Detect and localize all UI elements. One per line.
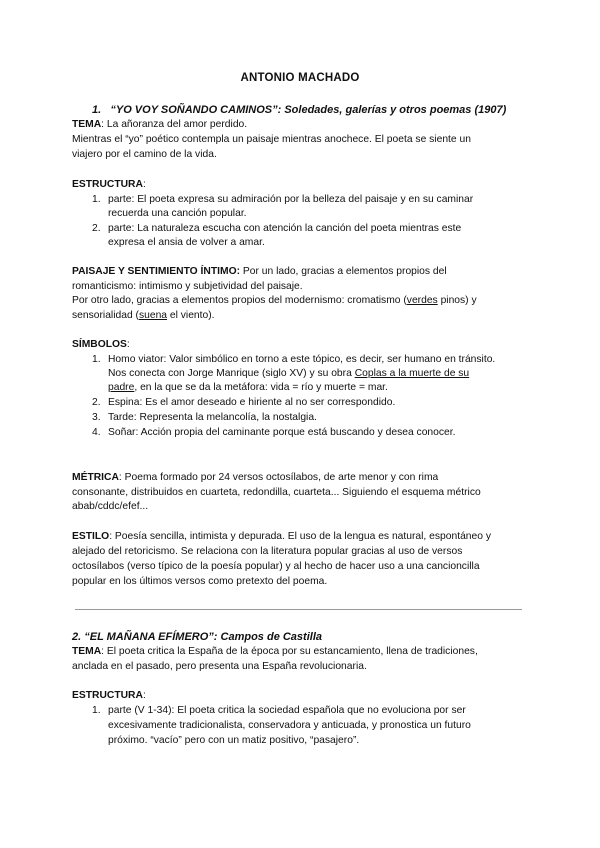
- estilo-line: ESTILO: Poesía sencilla, intimista y depurada. El uso de la lengua es natural, espontáneo y: [72, 531, 491, 542]
- paisaje-line: PAISAJE Y SENTIMIENTO ÍNTIMO: Por un lado, gracias a elementos propios del: [72, 266, 447, 277]
- list-number: 2.: [92, 223, 101, 234]
- tema-text: : La añoranza del amor perdido.: [101, 119, 248, 130]
- page-title: ANTONIO MACHADO: [240, 72, 360, 84]
- section2-tema: TEMA: El poeta critica la España de la época por su estancamiento, llena de tradiciones,: [72, 646, 478, 657]
- section1-number: 1.: [92, 104, 102, 116]
- list-number: 3.: [92, 412, 101, 423]
- tema-label: TEMA: [72, 119, 102, 130]
- estilo-line: alejado del retoricismo. Se relaciona con la literatura popular gracias al uso de versos: [72, 546, 463, 557]
- paisaje-line: sensorialidad (suena el viento).: [72, 310, 215, 321]
- list-item: parte (V 1-34): El poeta critica la sociedad española que no evoluciona por ser: [108, 705, 466, 716]
- list-number: 1.: [92, 194, 101, 205]
- intro-line: Mientras el “yo” poético contempla un paisaje mientras anochece. El poeta se siente un: [72, 134, 471, 145]
- paisaje-line: romanticismo: intimismo y subjetividad del paisaje.: [72, 281, 303, 292]
- section1-heading-quote: “YO VOY SOÑANDO CAMINOS”: [110, 104, 278, 116]
- underlined-word: verdes: [406, 295, 438, 306]
- list-item: excesivamente tradicionalista, conservadora y anticuada, y pronostica un futuro: [108, 720, 471, 731]
- list-item: expresa el ansia de volver a amar.: [108, 237, 265, 248]
- estilo-line: popular en los últimos versos como pretexto del poema.: [72, 576, 328, 587]
- list-item: Tarde: Representa la melancolía, la nostalgia.: [108, 412, 317, 423]
- list-item: Homo viator: Valor simbólico en torno a este tópico, es decir, ser humano en tránsito.: [108, 354, 496, 365]
- section2-heading: 2. “EL MAÑANA EFÍMERO”: Campos de Castilla: [72, 631, 322, 643]
- list-number: 1.: [92, 705, 101, 716]
- list-item: próximo. “vacío” pero con un matiz positivo, “pasajero”.: [108, 735, 360, 746]
- list-item: recuerda una canción popular.: [108, 208, 247, 219]
- paisaje-line: Por otro lado, gracias a elementos propios del modernismo: cromatismo (verdes pinos) y: [72, 295, 477, 306]
- book-link[interactable]: padre: [108, 382, 135, 393]
- list-number: 4.: [92, 427, 101, 438]
- metrica-line: abab/cddc/efef...: [72, 501, 149, 512]
- metrica-label: MÉTRICA: [72, 472, 119, 483]
- list-item: parte: La naturaleza escucha con atención la canción del poeta mientras este: [108, 223, 462, 234]
- estilo-line: octosílabos (verso típico de la poesía popular) y al hecho de hacer uso a una cancioncilla: [72, 561, 480, 572]
- intro-line: viajero por el camino de la vida.: [72, 149, 217, 160]
- list-number: 1.: [92, 354, 101, 365]
- list-item: padre, en la que se da la metáfora: vida = río y muerte = mar.: [108, 382, 388, 393]
- section2-tema-line: anclada en el pasado, pero presenta una España revolucionaria.: [72, 661, 367, 672]
- estructura-heading: ESTRUCTURA:: [72, 179, 146, 190]
- section1-heading: [92, 104, 506, 116]
- simbolos-heading: SÍMBOLOS:: [72, 339, 130, 350]
- underlined-word: suena: [138, 310, 168, 321]
- section-divider: [75, 609, 522, 610]
- list-number: 2.: [92, 397, 101, 408]
- metrica-line: consonante, distribuidos en cuarteta, redondilla, cuarteta... Siguiendo el esquema métrico: [72, 487, 481, 498]
- section2-estructura-heading: ESTRUCTURA:: [72, 690, 146, 701]
- estilo-label: ESTILO: [72, 531, 110, 542]
- metrica-line: MÉTRICA: Poema formado por 24 versos octosílabos, de arte menor y con rima: [72, 472, 439, 483]
- paisaje-label: PAISAJE Y SENTIMIENTO ÍNTIMO:: [72, 266, 241, 277]
- list-item: parte: El poeta expresa su admiración por la belleza del paisaje y en su caminar: [108, 194, 474, 205]
- section1-heading-rest: : Soledades, galerías y otros poemas (1907): [277, 104, 507, 116]
- book-link[interactable]: Coplas a la muerte de su: [354, 368, 470, 379]
- section1-tema: [72, 118, 247, 132]
- list-item: Soñar: Acción propia del caminante porque está buscando y desea conocer.: [108, 427, 456, 438]
- list-item: Espina: Es el amor deseado e hiriente al no ser correspondido.: [108, 397, 396, 408]
- list-item: Nos conecta con Jorge Manrique (siglo XV) y su obra Coplas a la muerte de su: [108, 368, 470, 379]
